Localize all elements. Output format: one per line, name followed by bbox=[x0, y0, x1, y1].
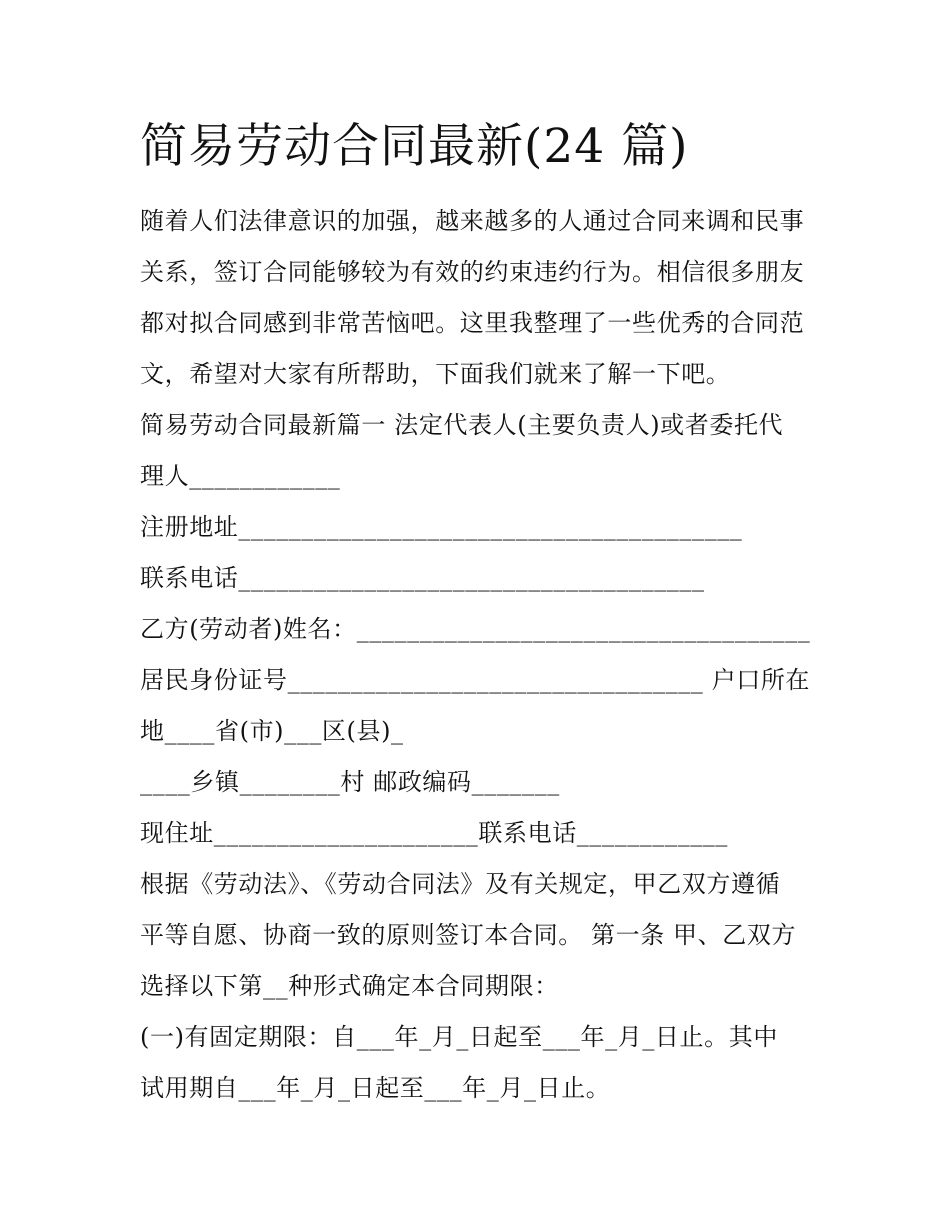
body-line: 选择以下第__种形式确定本合同期限： bbox=[140, 972, 559, 1000]
body-line: 文，希望对大家有所帮助，下面我们就来了解一下吧。 bbox=[140, 360, 731, 388]
body-line: 关系，签订合同能够较为有效的约束违约行为。相信很多朋友 bbox=[140, 258, 805, 286]
town-postcode-line: ____乡镇________村 邮政编码_______ bbox=[140, 768, 560, 796]
registered-address-line: 注册地址________________________________________ bbox=[140, 513, 743, 541]
current-address-line: 现住址_____________________联系电话____________ bbox=[140, 819, 728, 847]
probation-line: 试用期自___年_月_日起至___年_月_日止。 bbox=[140, 1074, 611, 1102]
worker-name-line: 乙方(劳动者)姓名：____________________________________ bbox=[140, 615, 811, 643]
document-body bbox=[140, 196, 820, 1114]
id-number-line: 居民身份证号_________________________________ 户口所在 bbox=[140, 666, 811, 694]
fixed-term-line: (一)有固定期限：自___年_月_日起至___年_月_日止。其中 bbox=[140, 1023, 778, 1051]
body-line: 平等自愿、协商一致的原则签订本合同。 第一条 甲、乙双方 bbox=[140, 921, 797, 949]
contact-phone-line: 联系电话_____________________________________ bbox=[140, 564, 705, 592]
agent-blank-line: 理人____________ bbox=[140, 462, 341, 490]
body-line: 都对拟合同感到非常苦恼吧。这里我整理了一些优秀的合同范 bbox=[140, 309, 805, 337]
section-heading-line: 简易劳动合同最新篇一 法定代表人(主要负责人)或者委托代 bbox=[140, 411, 784, 439]
body-line: 根据《劳动法》、《劳动合同法》及有关规定，甲乙双方遵循 bbox=[140, 870, 781, 898]
document-title: 简易劳动合同最新(24 篇) bbox=[140, 119, 689, 174]
household-location-line: 地____省(市)___区(县)_ bbox=[140, 717, 404, 745]
body-line: 随着人们法律意识的加强，越来越多的人通过合同来调和民事 bbox=[140, 207, 805, 235]
